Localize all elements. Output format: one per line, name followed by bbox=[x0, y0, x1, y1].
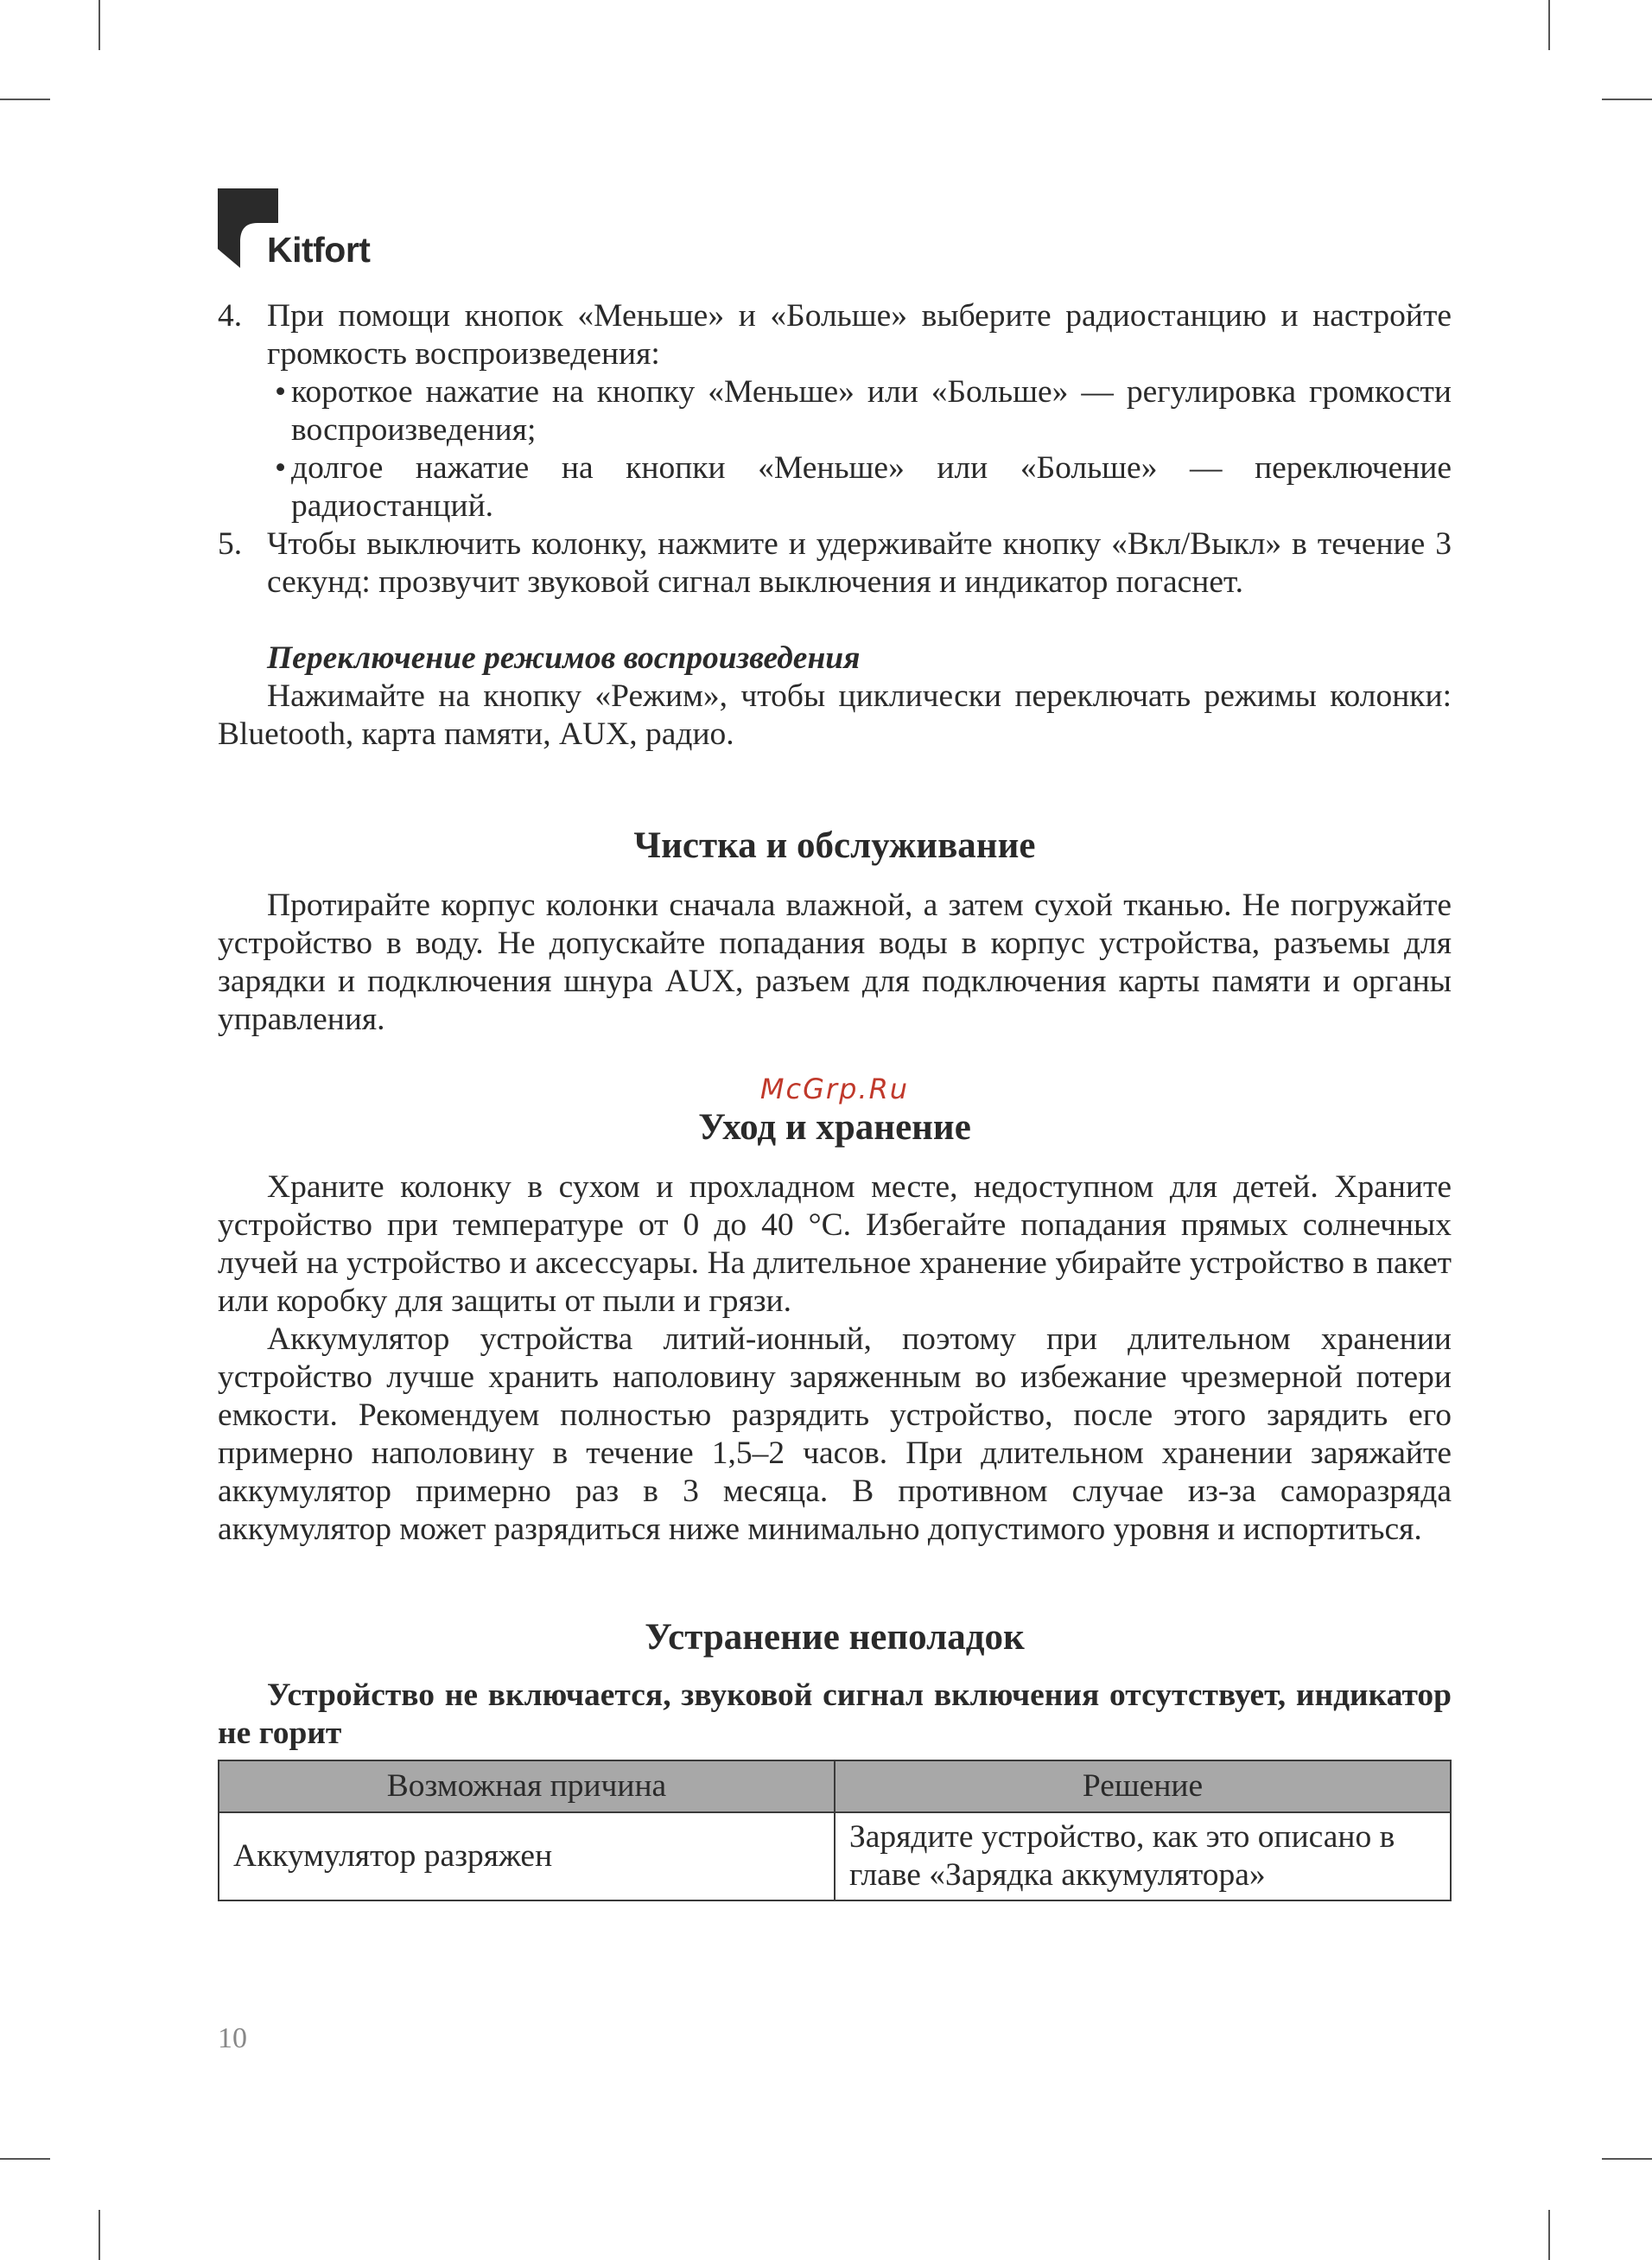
paragraph: Нажимайте на кнопку «Режим», чтобы циклически переключать режимы колонки: Bluetooth, карта памяти, AUX, радио. bbox=[218, 678, 1452, 752]
crop-mark bbox=[1602, 2158, 1652, 2160]
list-item-number: 4. bbox=[218, 298, 243, 334]
bullet-icon: • bbox=[275, 374, 287, 410]
brand-name: Kitfort bbox=[267, 230, 371, 270]
section-title: Чистка и обслуживание bbox=[633, 825, 1036, 866]
bullet-text: долгое нажатие на кнопки «Меньше» или «Больше» — переключение радиостанций. bbox=[291, 450, 1452, 524]
brand-logo bbox=[218, 188, 391, 271]
watermark: McGrp.Ru bbox=[759, 1073, 910, 1105]
bullet-item bbox=[218, 373, 1452, 449]
table-header-row bbox=[219, 1760, 1451, 1812]
subheading: Переключение режимов воспроизведения bbox=[267, 640, 861, 676]
page-number: 10 bbox=[218, 2022, 247, 2054]
list-item-text: При помощи кнопок «Меньше» и «Больше» выберите радиостанцию и настройте громкость воспроизведения: bbox=[267, 298, 1452, 372]
crop-mark bbox=[98, 2210, 100, 2260]
list-item-number: 5. bbox=[218, 526, 243, 562]
section-title: Уход и хранение bbox=[698, 1107, 971, 1148]
table-header-cause: Возможная причина bbox=[219, 1760, 835, 1812]
crop-mark bbox=[1548, 0, 1550, 50]
list-item bbox=[218, 297, 1452, 373]
bullet-icon: • bbox=[275, 450, 287, 486]
troubleshooting-table bbox=[218, 1760, 1452, 1901]
table-header-solution: Решение bbox=[835, 1760, 1451, 1812]
paragraph: Протирайте корпус колонки сначала влажной, а затем сухой тканью. Не погружайте устройство в воду. Не допускайте попадания воды в корпус устройства, разъемы для зарядки и подключения шнура AUX, разъем для подключения карты памяти и органы управления. bbox=[218, 888, 1452, 1037]
crop-mark bbox=[0, 99, 50, 100]
crop-mark bbox=[1602, 99, 1652, 100]
paragraph: Храните колонку в сухом и прохладном месте, недоступном для детей. Храните устройство при температуре от 0 до 40 °С. Избегайте попадания прямых солнечных лучей на устройство и аксессуары. На длительное хранение убирайте устройство в пакет или коробку для защиты от пыли и грязи. bbox=[218, 1169, 1452, 1319]
section-title: Устранение неполадок bbox=[645, 1617, 1025, 1658]
list-item-text: Чтобы выключить колонку, нажмите и удерживайте кнопку «Вкл/Выкл» в течение 3 секунд: прозвучит звуковой сигнал выключения и индикатор погаснет. bbox=[267, 526, 1452, 600]
bullet-item bbox=[218, 449, 1452, 525]
table-cell-solution: Зарядите устройство, как это описано в главе «Зарядка аккумулятора» bbox=[835, 1812, 1451, 1900]
list-item bbox=[218, 525, 1452, 602]
page-content bbox=[218, 297, 1452, 1901]
paragraph: Аккумулятор устройства литий-ионный, поэтому при длительном хранении устройство лучше хранить наполовину заряженным во избежание чрезмерной потери емкости. Рекомендуем полностью разрядить устройство, после этого зарядить его примерно наполовину в течение 1,5–2 часов. При длительном хранении заряжайте аккумулятор примерно раз в 3 месяца. В противном случае из-за саморазряда аккумулятор может разрядиться ниже минимально допустимого уровня и испортиться. bbox=[218, 1321, 1452, 1547]
table-row bbox=[219, 1812, 1451, 1900]
bullet-text: короткое нажатие на кнопку «Меньше» или «Больше» — регулировка громкости воспроизведения; bbox=[291, 374, 1452, 448]
crop-mark bbox=[98, 0, 100, 50]
crop-mark bbox=[0, 2158, 50, 2160]
table-cell-cause: Аккумулятор разряжен bbox=[219, 1812, 835, 1900]
problem-heading: Устройство не включается, звуковой сигнал включения отсутствует, индикатор не горит bbox=[218, 1677, 1452, 1751]
crop-mark bbox=[1548, 2210, 1550, 2260]
